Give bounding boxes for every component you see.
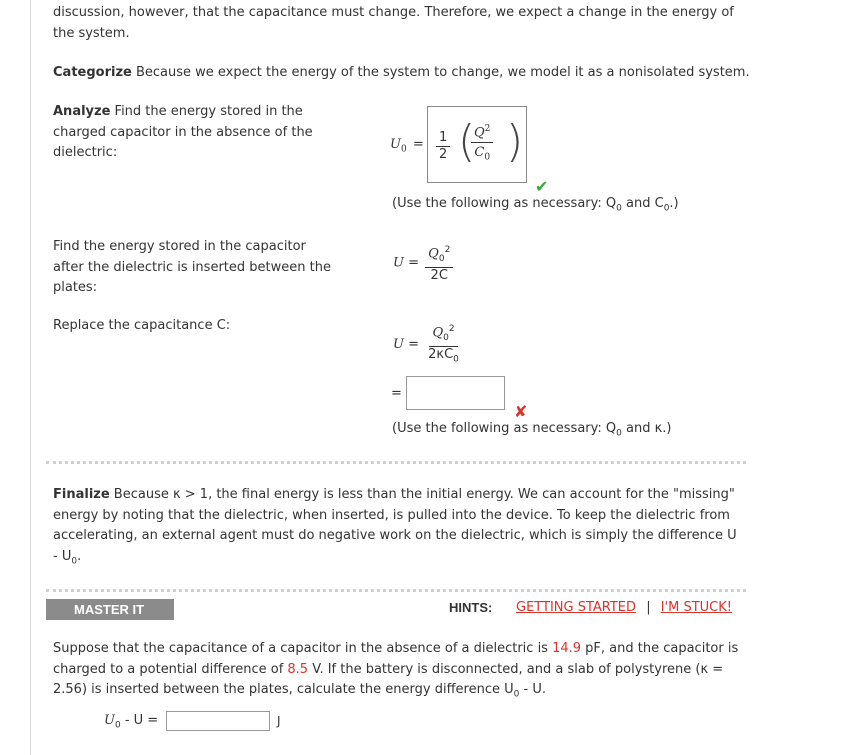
half-fraction: $\frac{1}{2}$	[436, 131, 450, 162]
analyze-line-1: Find the energy stored in the	[110, 104, 303, 119]
energy-difference-input[interactable]	[166, 711, 270, 731]
analyze-line-2: charged capacitor in the absence of the	[53, 124, 313, 140]
step3-equation: U = $\frac{Q_0^2}{2\kappa C_0}$	[393, 324, 459, 365]
step3-line-1: Replace the capacitance C:	[53, 318, 231, 333]
analyze-line-3: dielectric:	[53, 145, 118, 160]
getting-started-link[interactable]: GETTING STARTED	[516, 600, 637, 615]
categorize-text: Because we expect the energy of the system to change, we model it as a nonisolated system.	[131, 65, 750, 80]
categorize-label: Categorize	[53, 65, 132, 80]
problem-line-1: Suppose that the capacitance of a capacitor in the absence of a dielectric is 14.9 pF, and the capacitor is	[53, 641, 739, 656]
hints-links: GETTING STARTED | I'M STUCK!	[516, 600, 732, 615]
problem-paragraph	[53, 639, 738, 705]
finalize-label: Finalize	[53, 487, 110, 502]
finalize-line-2: energy by noting that the dielectric, when inserted, is pulled into the device. To keep the dielectric from	[53, 507, 730, 523]
energy-answer-input[interactable]	[406, 376, 505, 410]
voltage-value: 8.5	[287, 661, 309, 677]
step2-line-3: plates:	[53, 280, 98, 295]
master-it-tab[interactable]: MASTER IT	[46, 599, 174, 620]
problem-line-2: charged to a potential difference of 8.5 V. If the battery is disconnected, and a slab of polystyrene (κ =	[53, 661, 724, 677]
step2-paragraph	[53, 237, 331, 299]
step2-line-1: Find the energy stored in the capacitor	[53, 239, 306, 254]
finalize-line-3: accelerating, an external agent must do negative work on the dielectric, which is simply the difference U	[53, 528, 737, 543]
finalize-line-4: - $U_0$.	[53, 548, 82, 567]
right-paren: )	[506, 116, 524, 167]
left-rule	[30, 0, 31, 755]
q-over-c-fraction: $\frac{Q^2}{C_0}$	[471, 121, 493, 167]
dotted-divider-1	[46, 461, 746, 464]
capacitance-value: 14.9	[552, 641, 582, 656]
step2-equation: U = $\frac{Q_0^2}{2C}$	[393, 243, 453, 283]
finalize-paragraph	[53, 485, 737, 572]
intro-line-2: the system.	[53, 25, 130, 41]
analyze-paragraph	[53, 102, 313, 164]
problem-line-3: 2.56) is inserted between the plates, calculate the energy difference $U_0$ - U.	[53, 682, 546, 700]
categorize-paragraph	[53, 63, 750, 84]
incorrect-cross-icon: ✘	[514, 402, 528, 421]
intro-line-1: discussion, however, that the capacitance must change. Therefore, we expect a change in the energy of	[53, 5, 734, 20]
step3-note: (Use the following as necessary: $Q_0$ and κ.)	[392, 421, 672, 439]
dotted-divider-2	[46, 589, 746, 592]
analyze-lhs: $U_0$ =	[390, 137, 424, 155]
step3-paragraph	[53, 316, 230, 337]
analyze-label: Analyze	[53, 104, 111, 119]
step3-equals: =	[391, 386, 402, 401]
analyze-answer-box[interactable]	[427, 106, 527, 183]
energy-difference-label: $U_0$ - U =	[104, 713, 159, 731]
step2-line-2: after the dielectric is inserted between the	[53, 259, 331, 275]
unit-label: J	[277, 714, 281, 728]
finalize-line-1: Because κ > 1, the final energy is less than the initial energy. We can account for the "missing"	[109, 487, 735, 502]
hints-label: HINTS:	[449, 600, 493, 615]
analyze-note: (Use the following as necessary: $Q_0$ and $C_0$.)	[392, 196, 679, 214]
left-paren: (	[458, 116, 476, 167]
im-stuck-link[interactable]: I'M STUCK!	[660, 600, 732, 615]
intro-text	[53, 3, 734, 44]
correct-check-icon: ✔	[535, 177, 549, 196]
